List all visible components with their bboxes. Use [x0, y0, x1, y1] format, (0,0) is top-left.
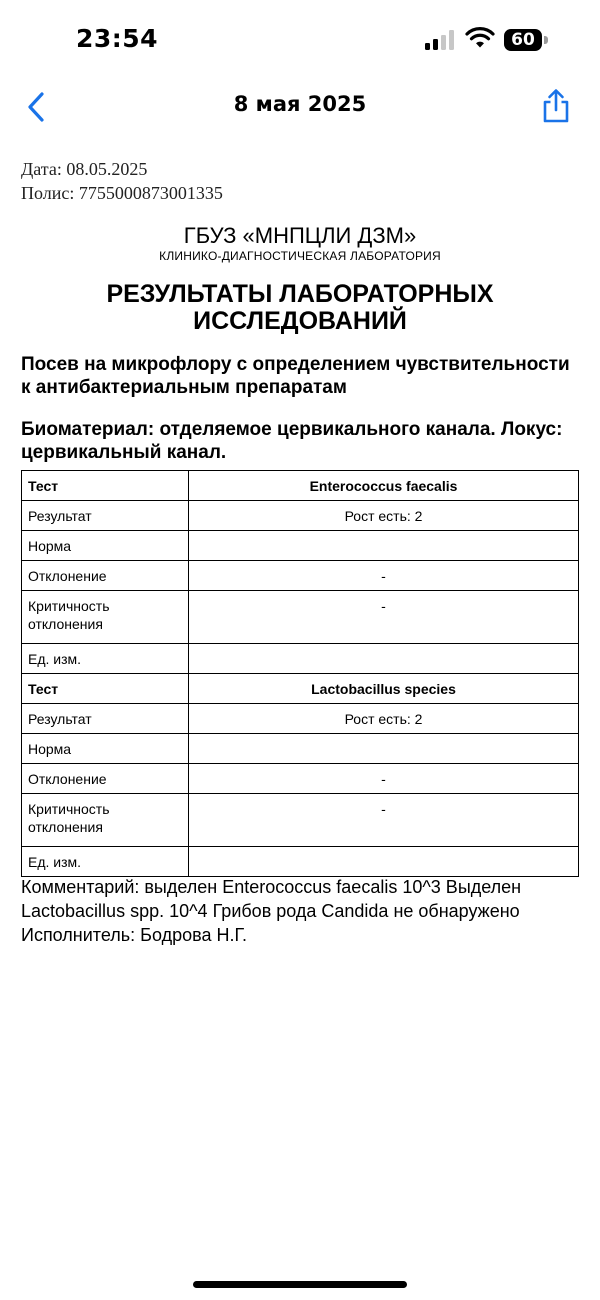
cell-norm-value	[189, 734, 579, 764]
table-row	[22, 644, 579, 674]
organization-name: ГБУЗ «МНПЦЛИ ДЗМ»	[183, 223, 417, 248]
cell-result-label: Результат	[22, 501, 189, 531]
page-title: 8 мая 2025	[233, 92, 367, 116]
results-table	[21, 470, 579, 877]
policy-line: Полис: 7755000873001335	[21, 183, 223, 203]
battery-cap	[544, 36, 548, 44]
home-indicator[interactable]	[193, 1281, 407, 1288]
cell-unit-label: Ед. изм.	[22, 644, 189, 674]
table-row	[22, 704, 579, 734]
battery-icon	[504, 29, 550, 51]
table-row	[22, 764, 579, 794]
table-row	[22, 531, 579, 561]
share-icon[interactable]	[540, 88, 572, 124]
cell-norm-value	[189, 531, 579, 561]
cell-result-value: Рост есть: 2	[189, 501, 579, 531]
cell-norm-label: Норма	[22, 531, 189, 561]
cell-deviation-value: -	[189, 561, 579, 591]
organization-subtitle: КЛИНИКО-ДИАГНОСТИЧЕСКАЯ ЛАБОРАТОРИЯ	[159, 249, 441, 263]
wifi-icon	[465, 27, 495, 49]
table-row	[22, 591, 579, 644]
table-row	[22, 794, 579, 847]
report-title: РЕЗУЛЬТАТЫ ЛАБОРАТОРНЫХ ИССЛЕДОВАНИЙ	[106, 280, 494, 335]
comment-text: Комментарий: выделен Enterococcus faecalis 10^3 Выделен Lactobacillus spp. 10^4 Грибов рода Candida не обнаружено	[21, 877, 522, 921]
cell-criticality-label: Критичность отклонения	[22, 794, 189, 847]
cell-test-label: Тест	[22, 674, 189, 704]
status-time: 23:54	[76, 24, 159, 53]
analysis-name: Посев на микрофлору с определением чувствительности к антибактериальным препаратам	[21, 354, 570, 398]
cell-test-value: Enterococcus faecalis	[189, 471, 579, 501]
cell-criticality-value: -	[189, 591, 579, 644]
table-row	[22, 561, 579, 591]
cell-result-label: Результат	[22, 704, 189, 734]
cell-test-value: Lactobacillus species	[189, 674, 579, 704]
cell-criticality-label: Критичность отклонения	[22, 591, 189, 644]
status-bar	[0, 0, 600, 80]
cell-deviation-value: -	[189, 764, 579, 794]
table-row	[22, 501, 579, 531]
cell-norm-label: Норма	[22, 734, 189, 764]
cell-deviation-label: Отклонение	[22, 561, 189, 591]
table-row	[22, 847, 579, 877]
cell-criticality-value: -	[189, 794, 579, 847]
cell-test-label: Тест	[22, 471, 189, 501]
table-row	[22, 471, 579, 501]
table-row	[22, 734, 579, 764]
signal-icon	[425, 30, 457, 50]
date-line: Дата: 08.05.2025	[21, 159, 148, 179]
battery-level: 60	[504, 29, 542, 51]
comment-block	[21, 875, 580, 947]
cell-result-value: Рост есть: 2	[189, 704, 579, 734]
cell-unit-label: Ед. изм.	[22, 847, 189, 877]
biomaterial: Биоматериал: отделяемое цервикального канала. Локус: цервикальный канал.	[21, 419, 563, 463]
cell-unit-value	[189, 644, 579, 674]
table-row	[22, 674, 579, 704]
cell-unit-value	[189, 847, 579, 877]
executor-text: Исполнитель: Бодрова Н.Г.	[21, 925, 248, 945]
cell-deviation-label: Отклонение	[22, 764, 189, 794]
nav-bar	[0, 80, 600, 134]
